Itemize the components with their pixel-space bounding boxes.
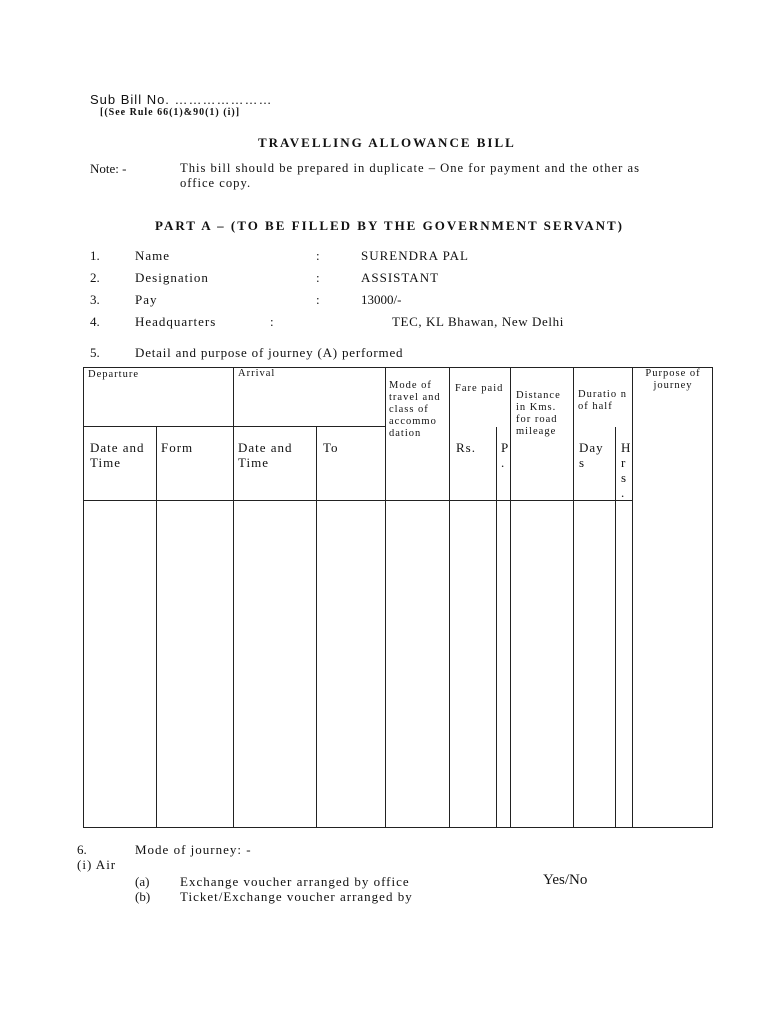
option-b-marker: (b) (135, 889, 151, 904)
subcol-paise: P . (501, 440, 509, 470)
field-value-headquarters: TEC, KL Bhawan, New Delhi (392, 314, 564, 329)
journey-number: 5. (90, 345, 100, 360)
part-a-heading: PART A – (TO BE FILLED BY THE GOVERNMENT SERVANT) (155, 218, 624, 233)
field-number: 4. (90, 314, 100, 329)
note-line-1: This bill should be prepared in duplicate – One for payment and the other as (180, 161, 640, 175)
table-rule-vertical (233, 367, 234, 828)
table-border-top (83, 367, 713, 368)
col-distance: Distance in Kms. for road mileage (516, 390, 561, 437)
subcol-departure-date-time: Date and Time (90, 440, 145, 470)
field-number: 1. (90, 248, 100, 263)
col-fare-paid: Fare paid (455, 383, 504, 394)
table-rule-vertical (385, 367, 386, 828)
option-b-text: Ticket/Exchange voucher arranged by (180, 889, 413, 904)
field-colon: : (316, 248, 320, 263)
field-value-name: SURENDRA PAL (361, 248, 469, 263)
sub-bill-number: Sub Bill No. ………………… (90, 92, 273, 107)
table-rule-vertical (316, 426, 317, 828)
field-label-pay: Pay (135, 292, 158, 307)
subcol-form: Form (161, 440, 194, 455)
option-a-answer: Yes/No (543, 872, 588, 888)
table-rule-vertical (632, 367, 633, 828)
note-line-2: office copy. (180, 176, 252, 190)
subcol-to: To (323, 440, 339, 455)
field-number: 3. (90, 292, 100, 307)
table-rule-vertical (496, 427, 497, 828)
table-rule-departure-arrival (83, 426, 385, 427)
col-arrival: Arrival (238, 368, 276, 379)
option-a-text: Exchange voucher arranged by office (180, 874, 410, 889)
option-a-marker: (a) (135, 874, 150, 889)
field-colon: : (270, 314, 274, 329)
field-value-pay: 13000/- (361, 292, 402, 307)
rule-reference: [(See Rule 66(1)&90(1) (i)] (100, 107, 241, 118)
col-mode-of-travel: Mode of travel and class of accommo dation (389, 380, 441, 439)
field-colon: : (316, 292, 320, 307)
table-rule-header-bottom (83, 500, 632, 501)
mode-number: 6. (77, 842, 87, 857)
field-colon: : (316, 270, 320, 285)
field-number: 2. (90, 270, 100, 285)
subcol-days: Day s (579, 440, 604, 470)
table-border-right (712, 367, 713, 828)
col-duration: Duratio n of half (578, 389, 627, 412)
table-border-left (83, 367, 84, 828)
col-departure: Departure (88, 369, 139, 380)
col-purpose: Purpose of journey (645, 368, 701, 391)
table-rule-vertical (156, 426, 157, 828)
field-label-headquarters: Headquarters (135, 314, 217, 329)
field-label-name: Name (135, 248, 171, 263)
table-rule-vertical (510, 367, 511, 828)
journey-table (83, 367, 713, 828)
table-border-bottom (83, 827, 713, 828)
field-label-designation: Designation (135, 270, 209, 285)
journey-label: Detail and purpose of journey (A) performed (135, 345, 404, 360)
table-rule-vertical (449, 367, 450, 828)
subcol-hours: H r s . (621, 440, 632, 500)
page-title: TRAVELLING ALLOWANCE BILL (258, 135, 516, 150)
subcol-rupees: Rs. (456, 440, 476, 455)
note-label: Note: - (90, 161, 127, 176)
table-rule-vertical (573, 367, 574, 828)
mode-label: Mode of journey: - (135, 842, 252, 857)
table-rule-vertical (615, 427, 616, 828)
mode-air: (i) Air (77, 857, 117, 872)
subcol-arrival-date-time: Date and Time (238, 440, 293, 470)
field-value-designation: ASSISTANT (361, 270, 440, 285)
